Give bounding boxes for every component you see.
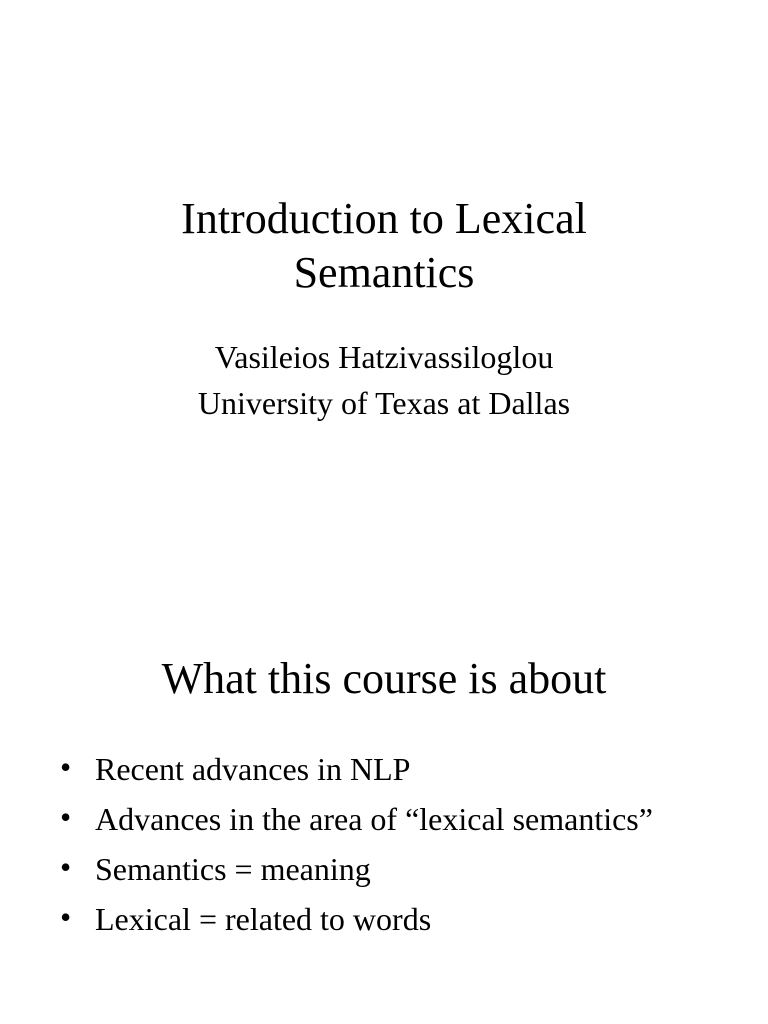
bullet-list — [60, 744, 750, 944]
bullet-item — [60, 844, 750, 894]
bullet-marker: • — [60, 749, 72, 785]
bullet-text: Advances in the area of “lexical semantics” — [95, 801, 653, 837]
author-affiliation: University of Texas at Dallas — [197, 385, 571, 421]
bullet-item — [60, 794, 750, 844]
author-name: Vasileios Hatzivassiloglou — [214, 339, 554, 375]
bullet-item — [60, 894, 750, 944]
bullet-marker: • — [60, 799, 72, 835]
bullet-text: Semantics = meaning — [95, 851, 371, 887]
bullet-marker: • — [60, 849, 72, 885]
bullet-item — [60, 744, 750, 794]
content-slide — [0, 512, 768, 1024]
title-line-2: Semantics — [293, 248, 475, 297]
slide-heading: What this course is about — [161, 654, 607, 703]
bullet-marker: • — [60, 899, 72, 935]
bullet-text: Recent advances in NLP — [95, 751, 411, 787]
slide-title — [0, 192, 768, 300]
author-block — [0, 334, 768, 426]
bullet-text: Lexical = related to words — [95, 901, 432, 937]
title-line-1: Introduction to Lexical — [181, 194, 587, 243]
